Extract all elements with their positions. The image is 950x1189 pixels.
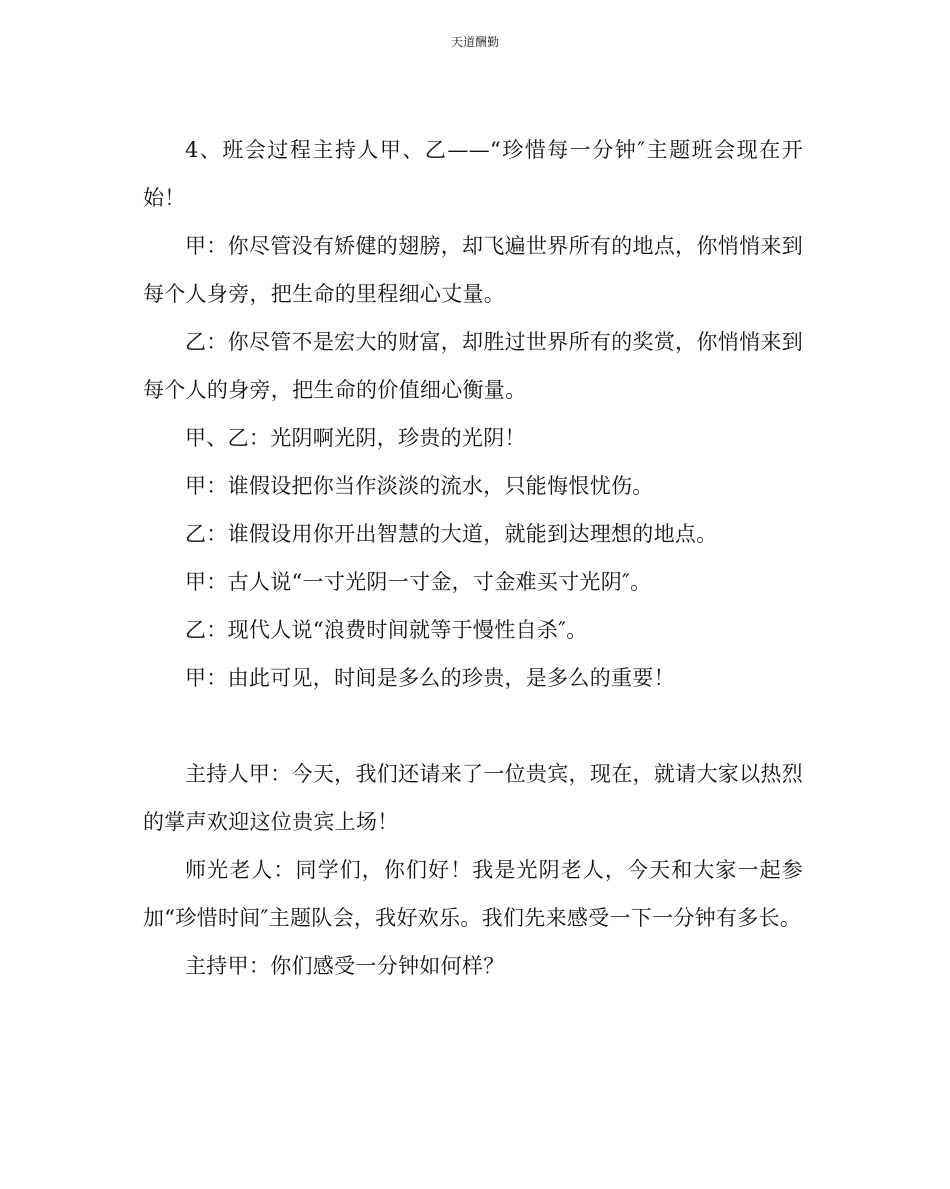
document-body: [143, 126, 803, 990]
paragraph-meeting-start: 4、班会过程主持人甲、乙——“珍惜每一分钟″主题班会现在开始！: [143, 138, 803, 210]
paragraph-jia-yi-chorus: 甲、乙：光阴啊光阴，珍贵的光阴！: [185, 426, 526, 450]
paragraph-yi-wisdom: 乙：谁假设用你开出智慧的大道，就能到达理想的地点。: [185, 522, 718, 546]
paragraph-jia-ancients: 甲：古人说“一寸光阴一寸金，寸金难买寸光阴″。: [185, 570, 652, 594]
paragraph-jia-conclusion: 甲：由此可见，时间是多么的珍贵，是多么的重要！: [185, 666, 675, 690]
paragraph-yi-wealth: 乙：你尽管不是宏大的财富，却胜过世界所有的奖赏，你悄悄来到每个人的身旁，把生命的价值细心衡量。: [143, 330, 803, 402]
section-gap: [143, 702, 803, 750]
paragraph-yi-modern: 乙：现代人说“浪费时间就等于慢性自杀″。: [185, 618, 588, 642]
paragraph-host-question: 主持甲：你们感受一分钟如何样？: [185, 954, 505, 978]
paragraph-old-man: 师光老人：同学们，你们好！我是光阴老人，今天和大家一起参加“珍惜时间″主题队会，我好欢乐。我们先来感受一下一分钟有多长。: [143, 858, 803, 930]
page-header: 天道酬勤: [450, 35, 499, 49]
paragraph-jia-wings: 甲：你尽管没有矫健的翅膀，却飞遍世界所有的地点，你悄悄来到每个人身旁，把生命的里程细心丈量。: [143, 234, 803, 306]
paragraph-host-guest: 主持人甲：今天，我们还请来了一位贵宾，现在，就请大家以热烈的掌声欢迎这位贵宾上场！: [143, 762, 803, 834]
paragraph-jia-water: 甲：谁假设把你当作淡淡的流水，只能悔恨忧伤。: [185, 474, 654, 498]
